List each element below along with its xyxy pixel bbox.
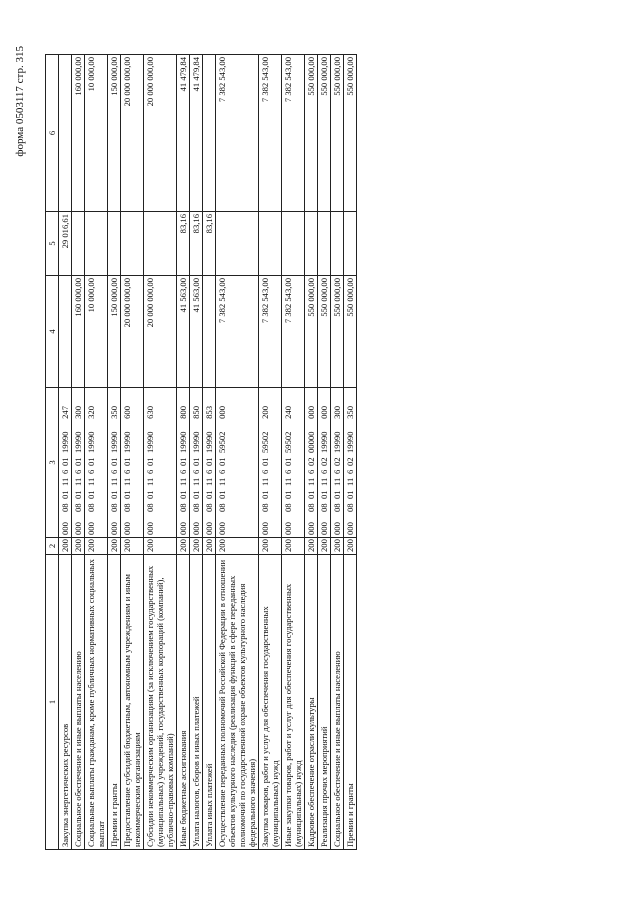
code-segment: 11	[109, 477, 119, 486]
code-segment: 6	[145, 469, 155, 474]
code-segment: 01	[332, 490, 342, 499]
code-segment: 02	[332, 457, 342, 466]
code-segment: 6	[191, 469, 201, 474]
row-unexecuted-amount-cell: 150 000,00	[108, 55, 121, 212]
row-line-code-cell: 200	[259, 538, 282, 555]
column-header: 1	[46, 555, 59, 850]
row-unexecuted-amount-cell: 41 479,84	[177, 55, 190, 212]
code-segment: 6	[319, 469, 329, 474]
row-unexecuted-amount-cell: 20 000 000,00	[144, 55, 177, 212]
row-executed-amount-cell	[331, 212, 344, 276]
code-segment: 01	[306, 490, 316, 499]
row-executed-amount-cell: 83,16	[203, 212, 216, 276]
code-segment: 01	[283, 457, 293, 466]
code-segment: 01	[109, 457, 119, 466]
row-name-cell: Уплата налогов, сборов и иных платежей	[190, 555, 203, 850]
code-segment: 08	[145, 503, 155, 512]
code-segment: 11	[306, 477, 316, 486]
row-name-cell: Кадровое обеспечение отрасли культуры	[305, 555, 318, 850]
code-segment: 08	[60, 503, 70, 512]
row-executed-amount-cell	[282, 212, 305, 276]
row-approved-amount-cell: 550 000,00	[331, 276, 344, 388]
code-segment: 630	[145, 406, 155, 419]
row-line-code-cell: 200	[85, 538, 108, 555]
code-segment: 000	[345, 522, 355, 535]
row-approved-amount-cell: 550 000,00	[344, 276, 357, 388]
code-segment: 11	[332, 477, 342, 486]
row-classification-code-cell	[121, 388, 144, 538]
code-segment: 19990	[109, 431, 119, 453]
code-segment: 08	[122, 503, 132, 512]
row-classification-code-cell	[203, 388, 216, 538]
row-unexecuted-amount-cell: 550 000,00	[344, 55, 357, 212]
table-row	[331, 55, 344, 850]
row-approved-amount-cell	[59, 276, 72, 388]
form-label: форма 0503117 стр. 315	[14, 46, 26, 157]
code-segment: 59502	[283, 431, 293, 453]
code-segment: 08	[73, 503, 83, 512]
code-segment: 6	[332, 469, 342, 474]
table-row	[259, 55, 282, 850]
row-name-cell: Уплата иных платежей	[203, 555, 216, 850]
code-segment: 350	[109, 406, 119, 419]
budget-report-table	[45, 54, 357, 850]
column-header-row	[46, 55, 59, 850]
table-row	[177, 55, 190, 850]
code-segment: 6	[306, 469, 316, 474]
code-segment: 08	[306, 503, 316, 512]
row-approved-amount-cell: 7 382 543,00	[259, 276, 282, 388]
code-segment: 01	[178, 490, 188, 499]
code-segment: 6	[109, 469, 119, 474]
code-segment: 11	[73, 477, 83, 486]
code-segment: 000	[145, 522, 155, 535]
row-classification-code-cell	[331, 388, 344, 538]
code-segment: 11	[319, 477, 329, 486]
row-line-code-cell: 200	[344, 538, 357, 555]
code-segment: 6	[178, 469, 188, 474]
row-name-cell: Иные бюджетные ассигнования	[177, 555, 190, 850]
code-segment: 11	[122, 477, 132, 486]
code-segment: 000	[217, 522, 227, 535]
code-segment: 000	[122, 522, 132, 535]
row-line-code-cell: 200	[144, 538, 177, 555]
code-segment: 000	[319, 406, 329, 419]
code-segment: 11	[260, 477, 270, 486]
code-segment: 000	[178, 522, 188, 535]
code-segment: 01	[217, 457, 227, 466]
code-segment: 6	[217, 469, 227, 474]
code-segment: 000	[260, 522, 270, 535]
code-segment: 19990	[332, 431, 342, 453]
code-segment: 08	[86, 503, 96, 512]
row-classification-code-cell	[344, 388, 357, 538]
column-header: 2	[46, 538, 59, 555]
row-approved-amount-cell: 20 000 000,00	[144, 276, 177, 388]
code-segment: 6	[86, 469, 96, 474]
row-line-code-cell: 200	[203, 538, 216, 555]
row-classification-code-cell	[177, 388, 190, 538]
row-unexecuted-amount-cell: 160 000,00	[72, 55, 85, 212]
row-name-cell: Премии и гранты	[108, 555, 121, 850]
row-name-cell: Предоставление субсидий бюджетным, автономным учреждениям и иным некоммерческим организациям	[121, 555, 144, 850]
column-header: 3	[46, 388, 59, 538]
code-segment: 01	[319, 490, 329, 499]
code-segment: 000	[319, 522, 329, 535]
row-classification-code-cell	[72, 388, 85, 538]
row-executed-amount-cell	[85, 212, 108, 276]
code-segment: 19990	[60, 431, 70, 453]
row-executed-amount-cell	[318, 212, 331, 276]
row-unexecuted-amount-cell: 7 382 543,00	[216, 55, 259, 212]
code-segment: 853	[204, 406, 214, 419]
code-segment: 01	[345, 490, 355, 499]
code-segment: 19990	[345, 431, 355, 453]
row-executed-amount-cell	[108, 212, 121, 276]
row-classification-code-cell	[85, 388, 108, 538]
row-classification-code-cell	[59, 388, 72, 538]
code-segment: 6	[260, 469, 270, 474]
row-approved-amount-cell: 160 000,00	[72, 276, 85, 388]
code-segment: 6	[345, 469, 355, 474]
table-row	[108, 55, 121, 850]
table-row	[216, 55, 259, 850]
code-segment: 11	[178, 477, 188, 486]
row-name-cell: Иные закупки товаров, работ и услуг для обеспечения государственных (муниципальных) нужд	[282, 555, 305, 850]
code-segment: 19990	[86, 431, 96, 453]
table-row	[121, 55, 144, 850]
row-executed-amount-cell: 29 016,61	[59, 212, 72, 276]
row-unexecuted-amount-cell: 550 000,00	[305, 55, 318, 212]
row-line-code-cell: 200	[177, 538, 190, 555]
code-segment: 08	[204, 503, 214, 512]
table-row	[318, 55, 331, 850]
row-unexecuted-amount-cell: 20 000 000,00	[121, 55, 144, 212]
code-segment: 11	[217, 477, 227, 486]
code-segment: 59502	[260, 431, 270, 453]
code-segment: 11	[86, 477, 96, 486]
row-classification-code-cell	[318, 388, 331, 538]
code-segment: 01	[145, 457, 155, 466]
table-row	[190, 55, 203, 850]
code-segment: 01	[204, 490, 214, 499]
code-segment: 08	[332, 503, 342, 512]
row-unexecuted-amount-cell: 7 382 543,00	[259, 55, 282, 212]
row-classification-code-cell	[144, 388, 177, 538]
table-row	[344, 55, 357, 850]
row-classification-code-cell	[190, 388, 203, 538]
code-segment: 01	[73, 490, 83, 499]
row-approved-amount-cell: 7 382 543,00	[216, 276, 259, 388]
row-name-cell: Реализация прочих мероприятий	[318, 555, 331, 850]
row-name-cell: Премии и гранты	[344, 555, 357, 850]
code-segment: 247	[60, 406, 70, 419]
code-segment: 19990	[145, 431, 155, 453]
row-approved-amount-cell: 150 000,00	[108, 276, 121, 388]
code-segment: 000	[306, 522, 316, 535]
row-classification-code-cell	[108, 388, 121, 538]
row-approved-amount-cell: 41 563,00	[190, 276, 203, 388]
code-segment: 6	[204, 469, 214, 474]
code-segment: 300	[332, 406, 342, 419]
row-line-code-cell: 200	[216, 538, 259, 555]
code-segment: 6	[122, 469, 132, 474]
code-segment: 350	[345, 406, 355, 419]
row-executed-amount-cell	[144, 212, 177, 276]
table-row	[282, 55, 305, 850]
code-segment: 00000	[306, 431, 316, 453]
row-line-code-cell: 200	[305, 538, 318, 555]
code-segment: 600	[122, 406, 132, 419]
code-segment: 320	[86, 406, 96, 419]
code-segment: 01	[260, 457, 270, 466]
row-executed-amount-cell	[305, 212, 318, 276]
row-executed-amount-cell	[344, 212, 357, 276]
code-segment: 000	[86, 522, 96, 535]
row-unexecuted-amount-cell: 550 000,00	[331, 55, 344, 212]
code-segment: 19990	[191, 431, 201, 453]
row-name-cell: Социальное обеспечение и иные выплаты населению	[331, 555, 344, 850]
code-segment: 850	[191, 406, 201, 419]
row-approved-amount-cell: 7 382 543,00	[282, 276, 305, 388]
row-approved-amount-cell: 550 000,00	[305, 276, 318, 388]
code-segment: 000	[306, 406, 316, 419]
row-unexecuted-amount-cell: 10 000,00	[85, 55, 108, 212]
row-executed-amount-cell: 83,16	[177, 212, 190, 276]
row-unexecuted-amount-cell	[59, 55, 72, 212]
code-segment: 240	[283, 406, 293, 419]
row-line-code-cell: 200	[318, 538, 331, 555]
row-line-code-cell: 200	[72, 538, 85, 555]
row-classification-code-cell	[305, 388, 318, 538]
code-segment: 01	[60, 457, 70, 466]
table-row	[144, 55, 177, 850]
code-segment: 000	[109, 522, 119, 535]
code-segment: 300	[73, 406, 83, 419]
row-line-code-cell: 200	[190, 538, 203, 555]
code-segment: 01	[191, 490, 201, 499]
code-segment: 08	[260, 503, 270, 512]
code-segment: 11	[191, 477, 201, 486]
code-segment: 08	[345, 503, 355, 512]
row-name-cell: Субсидии некоммерческим организациям (за исключением государственных (муниципальных) учреждений, государственных корпораций (компаний), публично-правовых компаний)	[144, 555, 177, 850]
row-executed-amount-cell	[72, 212, 85, 276]
code-segment: 19990	[73, 431, 83, 453]
row-approved-amount-cell: 550 000,00	[318, 276, 331, 388]
code-segment: 01	[283, 490, 293, 499]
column-header: 5	[46, 212, 59, 276]
code-segment: 08	[319, 503, 329, 512]
code-segment: 11	[145, 477, 155, 486]
code-segment: 01	[145, 490, 155, 499]
code-segment: 01	[191, 457, 201, 466]
row-classification-code-cell	[216, 388, 259, 538]
table-row	[203, 55, 216, 850]
row-line-code-cell: 200	[331, 538, 344, 555]
code-segment: 02	[306, 457, 316, 466]
code-segment: 02	[345, 457, 355, 466]
code-segment: 000	[332, 522, 342, 535]
code-segment: 19990	[178, 431, 188, 453]
row-name-cell: Закупка товаров, работ и услуг для обеспечения государственных (муниципальных) нужд	[259, 555, 282, 850]
code-segment: 01	[178, 457, 188, 466]
row-unexecuted-amount-cell: 7 382 543,00	[282, 55, 305, 212]
code-segment: 08	[178, 503, 188, 512]
code-segment: 01	[122, 457, 132, 466]
code-segment: 08	[109, 503, 119, 512]
row-line-code-cell: 200	[121, 538, 144, 555]
column-header: 4	[46, 276, 59, 388]
table-row	[305, 55, 318, 850]
code-segment: 6	[60, 469, 70, 474]
row-approved-amount-cell	[203, 276, 216, 388]
code-segment: 000	[283, 522, 293, 535]
code-segment: 08	[217, 503, 227, 512]
table-row	[85, 55, 108, 850]
code-segment: 01	[204, 457, 214, 466]
code-segment: 01	[109, 490, 119, 499]
code-segment: 200	[260, 406, 270, 419]
code-segment: 19990	[122, 431, 132, 453]
row-name-cell: Закупка энергетических ресурсов	[59, 555, 72, 850]
code-segment: 02	[319, 457, 329, 466]
column-header: 6	[46, 55, 59, 212]
code-segment: 01	[86, 490, 96, 499]
row-unexecuted-amount-cell: 41 479,84	[190, 55, 203, 212]
code-segment: 01	[60, 490, 70, 499]
code-segment: 11	[204, 477, 214, 486]
row-classification-code-cell	[259, 388, 282, 538]
row-classification-code-cell	[282, 388, 305, 538]
table-row	[59, 55, 72, 850]
row-line-code-cell: 200	[59, 538, 72, 555]
row-executed-amount-cell	[121, 212, 144, 276]
code-segment: 11	[345, 477, 355, 486]
code-segment: 08	[191, 503, 201, 512]
row-executed-amount-cell	[259, 212, 282, 276]
row-name-cell: Социальное обеспечение и иные выплаты населению	[72, 555, 85, 850]
row-unexecuted-amount-cell	[203, 55, 216, 212]
row-unexecuted-amount-cell: 550 000,00	[318, 55, 331, 212]
code-segment: 000	[191, 522, 201, 535]
row-name-cell: Социальные выплаты гражданам, кроме публичных нормативных социальных выплат	[85, 555, 108, 850]
row-line-code-cell: 200	[282, 538, 305, 555]
code-segment: 19990	[204, 431, 214, 453]
code-segment: 000	[73, 522, 83, 535]
row-approved-amount-cell: 10 000,00	[85, 276, 108, 388]
code-segment: 01	[86, 457, 96, 466]
table-row	[72, 55, 85, 850]
code-segment: 000	[217, 406, 227, 419]
row-executed-amount-cell	[216, 212, 259, 276]
code-segment: 01	[217, 490, 227, 499]
row-name-cell: Осуществление переданных полномочий Российской Федерации в отношении объектов культурного наследия (реализация функций в сфере переданных полномочий по государственной охране объектов культурного наследия федерального значения)	[216, 555, 259, 850]
code-segment: 000	[204, 522, 214, 535]
code-segment: 01	[122, 490, 132, 499]
code-segment: 01	[73, 457, 83, 466]
code-segment: 11	[60, 477, 70, 486]
code-segment: 08	[283, 503, 293, 512]
code-segment: 19990	[319, 431, 329, 453]
code-segment: 800	[178, 406, 188, 419]
row-executed-amount-cell: 83,16	[190, 212, 203, 276]
code-segment: 01	[260, 490, 270, 499]
row-approved-amount-cell: 41 563,00	[177, 276, 190, 388]
row-approved-amount-cell: 20 000 000,00	[121, 276, 144, 388]
code-segment: 6	[283, 469, 293, 474]
code-segment: 6	[73, 469, 83, 474]
code-segment: 11	[283, 477, 293, 486]
code-segment: 000	[60, 522, 70, 535]
row-line-code-cell: 200	[108, 538, 121, 555]
code-segment: 59502	[217, 431, 227, 453]
